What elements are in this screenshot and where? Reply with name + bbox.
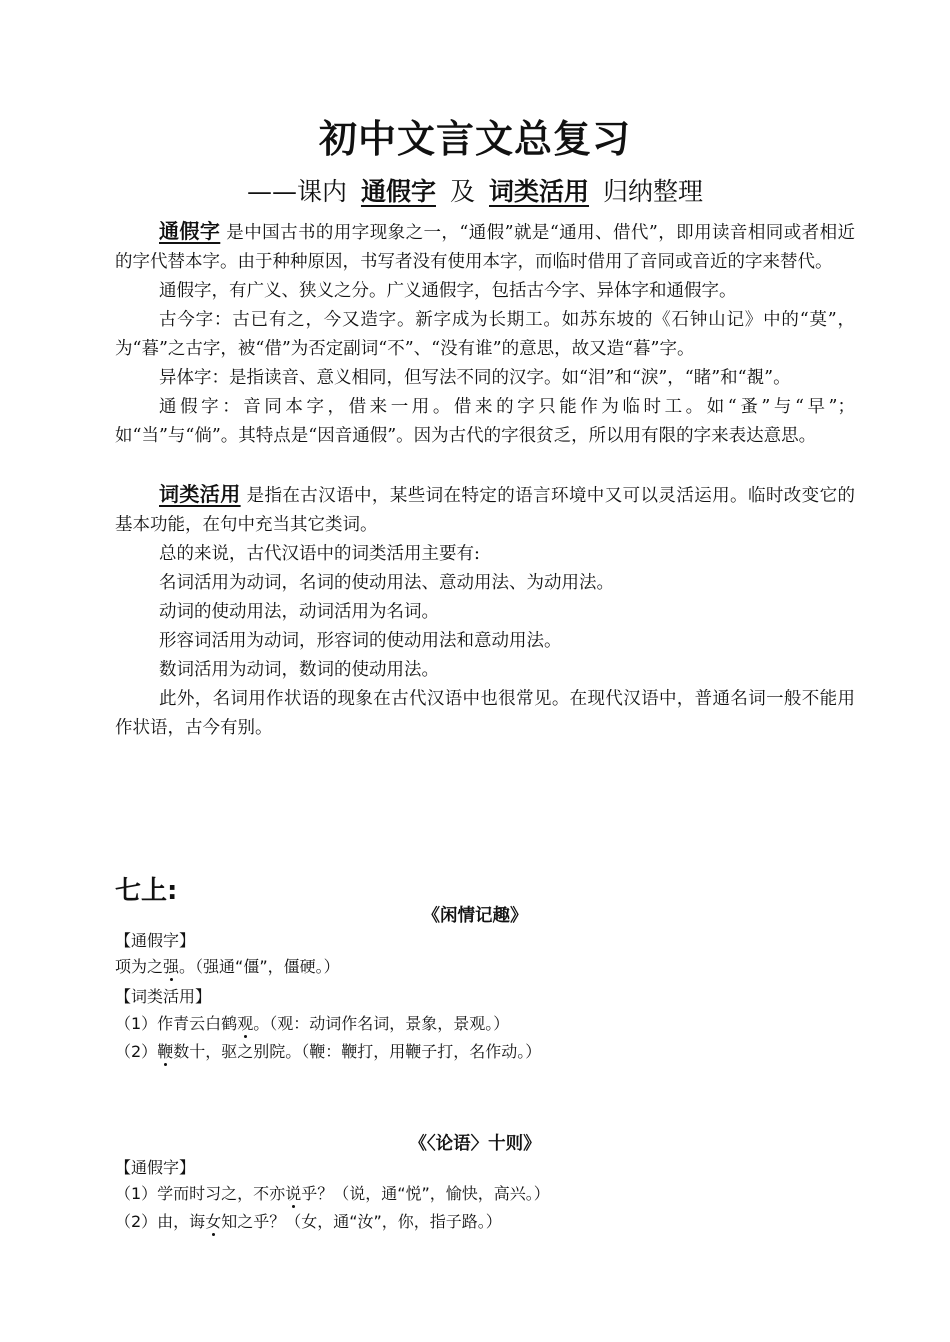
- subtitle-suffix: 归纳整理: [603, 177, 704, 206]
- article1-tongjia-label: 【通假字】: [115, 931, 196, 950]
- tongjia-keyword: 通假字: [159, 219, 221, 243]
- emphasis-char: 说: [285, 1184, 302, 1203]
- huoyong-noun: 名词活用为动词，名词的使动用法、意动用法、为动用法。: [159, 573, 614, 593]
- subtitle-prefix: ——课内: [246, 177, 347, 206]
- section-heading: 七上:: [115, 876, 178, 906]
- subtitle-term-huoyong: 词类活用: [489, 177, 590, 206]
- emphasis-char: 强: [163, 957, 180, 976]
- yiti-zi-paragraph: 异体字：是指读音、意义相同，但写法不同的汉字。如“泪”和“淚”，“睹”和“覩”。: [159, 368, 791, 388]
- huoyong-definition: [115, 480, 855, 540]
- page-title: 初中文言文总复习: [318, 117, 631, 161]
- huoyong-adverbial: 此外，名词用作状语的现象在古代汉语中也很常见。在现代汉语中，普通名词一般不能用作状语，古今有别。: [115, 689, 855, 738]
- tongjia-zi-paragraph: 通假字：音同本字，借来一用。借来的字只能作为临时工。如“蚤”与“早”；如“当”与“倘”。其特点是“因音通假”。因为古代的字很贫乏，所以用有限的字来表达意思。: [115, 397, 855, 446]
- subtitle-term-tongjia: 通假字: [360, 177, 436, 206]
- huoyong-numeral: 数词活用为动词，数词的使动用法。: [159, 660, 439, 680]
- tongjia-definition-text: 是中国古书的用字现象之一，“通假”就是“通用、借代”，即用读音相同或者相近的字代替本字。由于种种原因，书写者没有使用本字，而临时借用了音同或音近的字来替代。: [115, 223, 855, 272]
- tongjia-definition: [115, 217, 855, 277]
- article-title-lunyu: 《〈论语〉十则》: [409, 1134, 541, 1154]
- page-subtitle: [0, 172, 950, 208]
- guji-zi-paragraph: 古今字：古已有之，今又造字。新字成为长期工。如苏东坡的《石钟山记》中的“莫”，为“暮”之古字，被“借”为否定副词“不”、“没有谁”的意思，故又造“暮”字。: [115, 310, 855, 359]
- article-title-xianqing: 《闲情记趣》: [422, 906, 528, 926]
- article2-tongjia-label: 【通假字】: [115, 1158, 196, 1177]
- subtitle-conj: 及: [449, 177, 475, 206]
- intro-body: [115, 217, 855, 743]
- huoyong-definition-text: 是指在古汉语中，某些词在特定的语言环境中又可以灵活运用。临时改变它的基本功能，在句中充当其它类词。: [115, 486, 855, 535]
- huoyong-adjective: 形容词活用为动词，形容词的使动用法和意动用法。: [159, 631, 562, 651]
- article1-huoyong-label: 【词类活用】: [115, 987, 212, 1006]
- article1-huoyong-line-2: （2）鞭数十，驱之别院。（鞭：鞭打，用鞭子打，名作动。）: [115, 1042, 542, 1061]
- emphasis-char: 鞭: [157, 1042, 174, 1061]
- article2-line-1: （1）学而时习之，不亦说乎？（说，通“悦”，愉快，高兴。）: [115, 1184, 550, 1203]
- huoyong-verb: 动词的使动用法，动词活用为名词。: [159, 602, 439, 622]
- emphasis-char: 女: [205, 1212, 222, 1231]
- article1-huoyong-line-1: （1）作青云白鹤观。（观：动词作名词，景象，景观。）: [115, 1014, 510, 1033]
- article2-line-2: （2）由，诲女知之乎？（女，通“汝”，你，指子路。）: [115, 1212, 502, 1231]
- tongjia-scope: 通假字，有广义、狭义之分。广义通假字，包括古今字、异体字和通假字。: [159, 281, 737, 301]
- article1-tongjia-line: 项为之强。（强通“僵”，僵硬。）: [115, 957, 340, 976]
- huoyong-summary: 总的来说，古代汉语中的词类活用主要有:: [159, 544, 480, 564]
- huoyong-keyword: 词类活用: [159, 482, 241, 506]
- emphasis-char: 观: [237, 1014, 254, 1033]
